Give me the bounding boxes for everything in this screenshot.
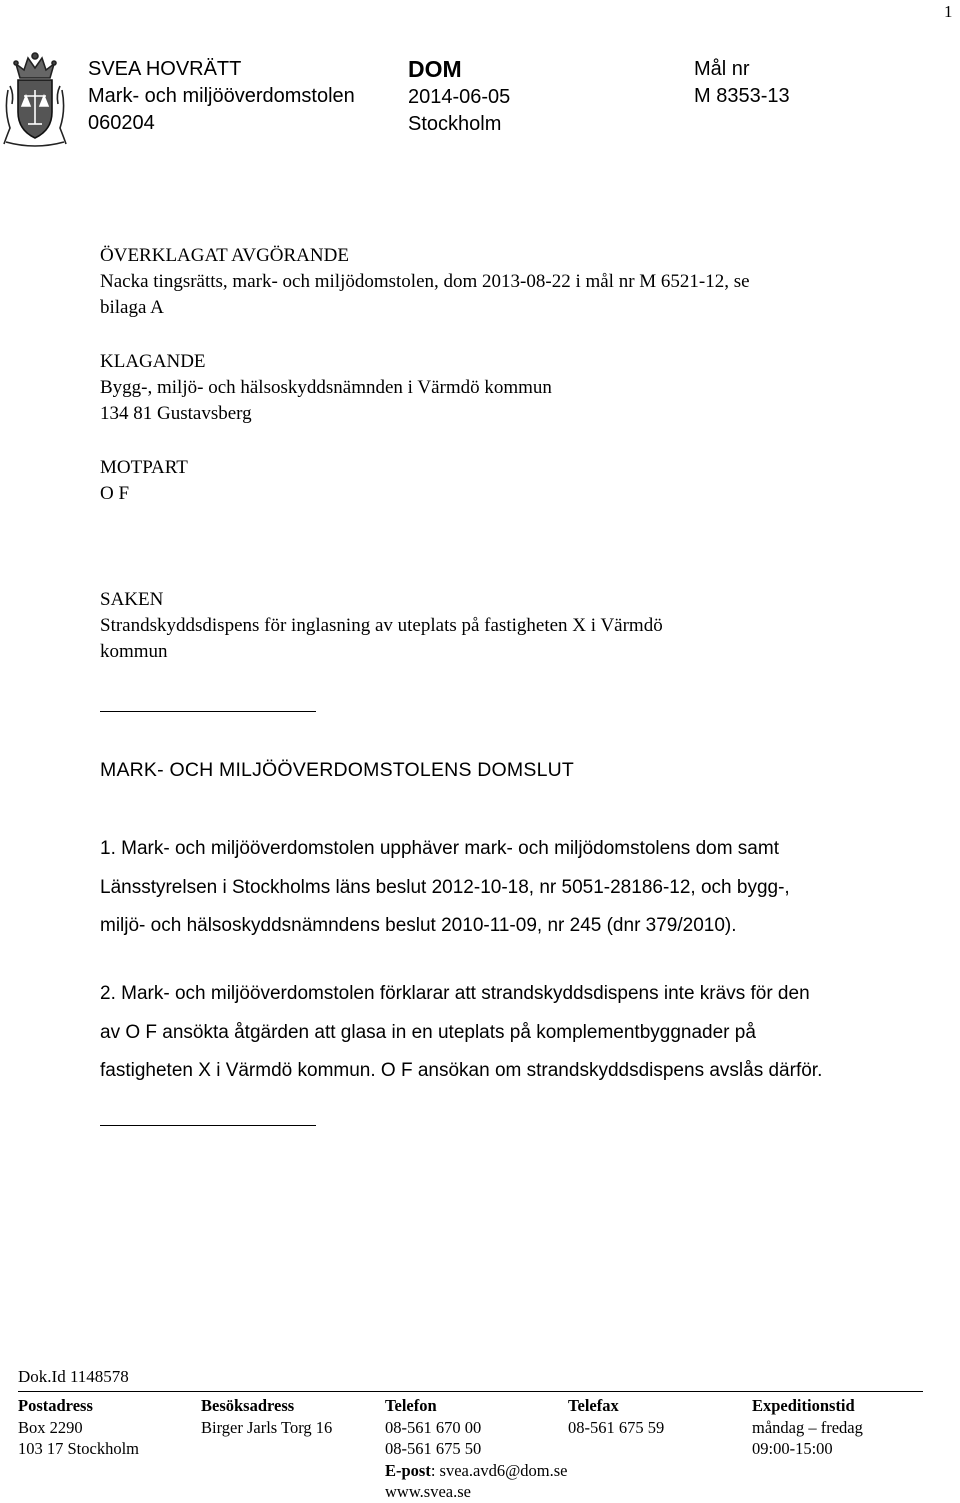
document-date: 2014-06-05 [408,86,511,108]
matter-line: kommun [100,641,168,662]
footer-email [385,1460,567,1482]
footer-email-label: E-post [385,1460,431,1480]
appellant-name: Bygg-, miljö- och hälsoskyddsnämnden i Värmdö kommun [100,377,552,398]
footer-divider [18,1391,923,1392]
footer-postal-address [18,1395,139,1460]
appellant-address: 134 81 Gustavsberg [100,403,252,424]
footer-fax [568,1395,664,1438]
matter-heading: SAKEN [100,589,164,610]
document-id: Dok.Id 1148578 [18,1367,129,1386]
appealed-decision-section [100,243,750,321]
footer-label: Telefon [385,1396,437,1415]
verdict-line: miljö- och hälsoskyddsnämndens beslut 2010-11-09, nr 245 (dnr 379/2010). [100,915,737,936]
footer-value: Box 2290 [18,1417,83,1437]
matter-line: Strandskyddsdispens för inglasning av uteplats på fastigheten X i Värmdö [100,615,663,636]
footer-label: Expeditionstid [752,1396,855,1415]
footer-visiting-address [201,1395,332,1438]
footer-value: 08-561 670 00 [385,1417,482,1437]
court-code: 060204 [88,112,155,134]
footer-label: Postadress [18,1396,93,1415]
document-city: Stockholm [408,113,502,135]
appellant-heading: KLAGANDE [100,351,206,372]
footer-email-link[interactable]: : svea.avd6@dom.se [430,1460,568,1480]
case-number: M 8353-13 [694,85,790,107]
court-info [88,56,355,137]
court-coat-of-arms-logo [2,50,68,148]
respondent-heading: MOTPART [100,457,188,478]
court-name: SVEA HOVRÄTT [88,58,242,80]
case-label: Mål nr [694,58,750,80]
end-divider [100,1125,316,1126]
respondent-name: O F [100,483,130,504]
footer-value: 08-561 675 50 [385,1439,482,1458]
footer-phone [385,1395,567,1503]
footer-label: Besöksadress [201,1396,295,1415]
verdict-line: 1. Mark- och miljööverdomstolen upphäver mark- och miljödomstolens dom samt [100,838,779,859]
footer-website-link[interactable]: www.svea.se [385,1482,471,1501]
footer-value: 09:00-15:00 [752,1439,833,1458]
document-type: DOM [408,56,462,82]
footer-label: Telefax [568,1396,619,1415]
verdict-line: fastigheten X i Värmdö kommun. O F ansökan om strandskyddsdispens avslås därför. [100,1060,823,1081]
footer-value: måndag – fredag [752,1417,863,1437]
footer-value: 08-561 675 59 [568,1417,665,1437]
verdict-line: Länsstyrelsen i Stockholms läns beslut 2012-10-18, nr 5051-28186-12, och bygg-, [100,876,790,898]
document-info [408,56,510,138]
footer-office-hours [752,1395,863,1460]
verdict-heading: MARK- OCH MILJÖÖVERDOMSTOLENS DOMSLUT [100,759,575,781]
case-info [694,56,790,110]
verdict-item-2 [100,975,890,1091]
appellant-section [100,349,552,427]
page-number: 1 [944,2,953,21]
appealed-decision-heading: ÖVERKLAGAT AVGÖRANDE [100,245,349,266]
verdict-line: 2. Mark- och miljööverdomstolen förklarar att strandskyddsdispens inte krävs för den [100,983,810,1004]
appealed-decision-line: Nacka tingsrätts, mark- och miljödomstolen, dom 2013-08-22 i mål nr M 6521-12, se [100,271,750,292]
respondent-section [100,455,188,507]
appealed-decision-line: bilaga A [100,297,164,318]
footer-value: 103 17 Stockholm [18,1439,140,1458]
matter-section [100,587,663,665]
verdict-line: av O F ansökta åtgärden att glasa in en uteplats på komplementbyggnader på [100,1021,756,1043]
court-division: Mark- och miljööverdomstolen [88,85,355,107]
section-divider [100,711,316,712]
verdict-item-1 [100,830,890,946]
footer-value: Birger Jarls Torg 16 [201,1417,333,1437]
